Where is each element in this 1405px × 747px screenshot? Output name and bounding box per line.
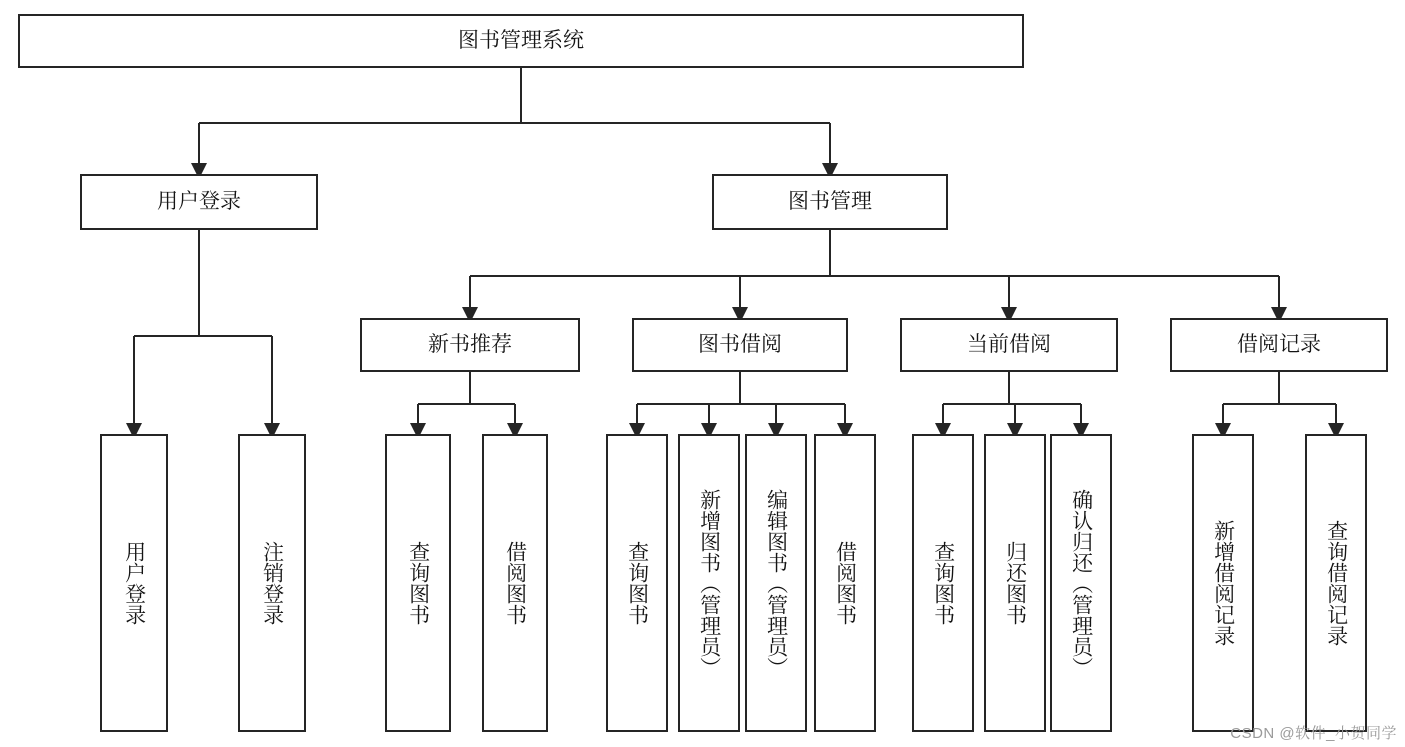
diagram-node-b2: 新增图书（管理员） [678, 434, 740, 732]
diagram-node-b4: 借阅图书 [814, 434, 876, 732]
diagram-node-l2: 注销登录 [238, 434, 306, 732]
diagram-node-c3: 确认归还（管理员） [1050, 434, 1112, 732]
diagram-node-r2: 查询借阅记录 [1305, 434, 1367, 732]
diagram-node-n1: 查询图书 [385, 434, 451, 732]
diagram-node-root: 图书管理系统 [18, 14, 1024, 68]
diagram-node-n2: 借阅图书 [482, 434, 548, 732]
diagram-node-login: 用户登录 [80, 174, 318, 230]
diagram-node-current: 当前借阅 [900, 318, 1118, 372]
diagram-node-c2: 归还图书 [984, 434, 1046, 732]
diagram-node-record: 借阅记录 [1170, 318, 1388, 372]
diagram-node-c1: 查询图书 [912, 434, 974, 732]
diagram-node-b3: 编辑图书（管理员） [745, 434, 807, 732]
diagram-node-l1: 用户登录 [100, 434, 168, 732]
diagram-node-borrow: 图书借阅 [632, 318, 848, 372]
diagram-node-r1: 新增借阅记录 [1192, 434, 1254, 732]
watermark-label: CSDN @软件_小贺同学 [1230, 725, 1397, 742]
diagram-node-bookmgmt: 图书管理 [712, 174, 948, 230]
diagram-node-b1: 查询图书 [606, 434, 668, 732]
diagram-node-newbook: 新书推荐 [360, 318, 580, 372]
